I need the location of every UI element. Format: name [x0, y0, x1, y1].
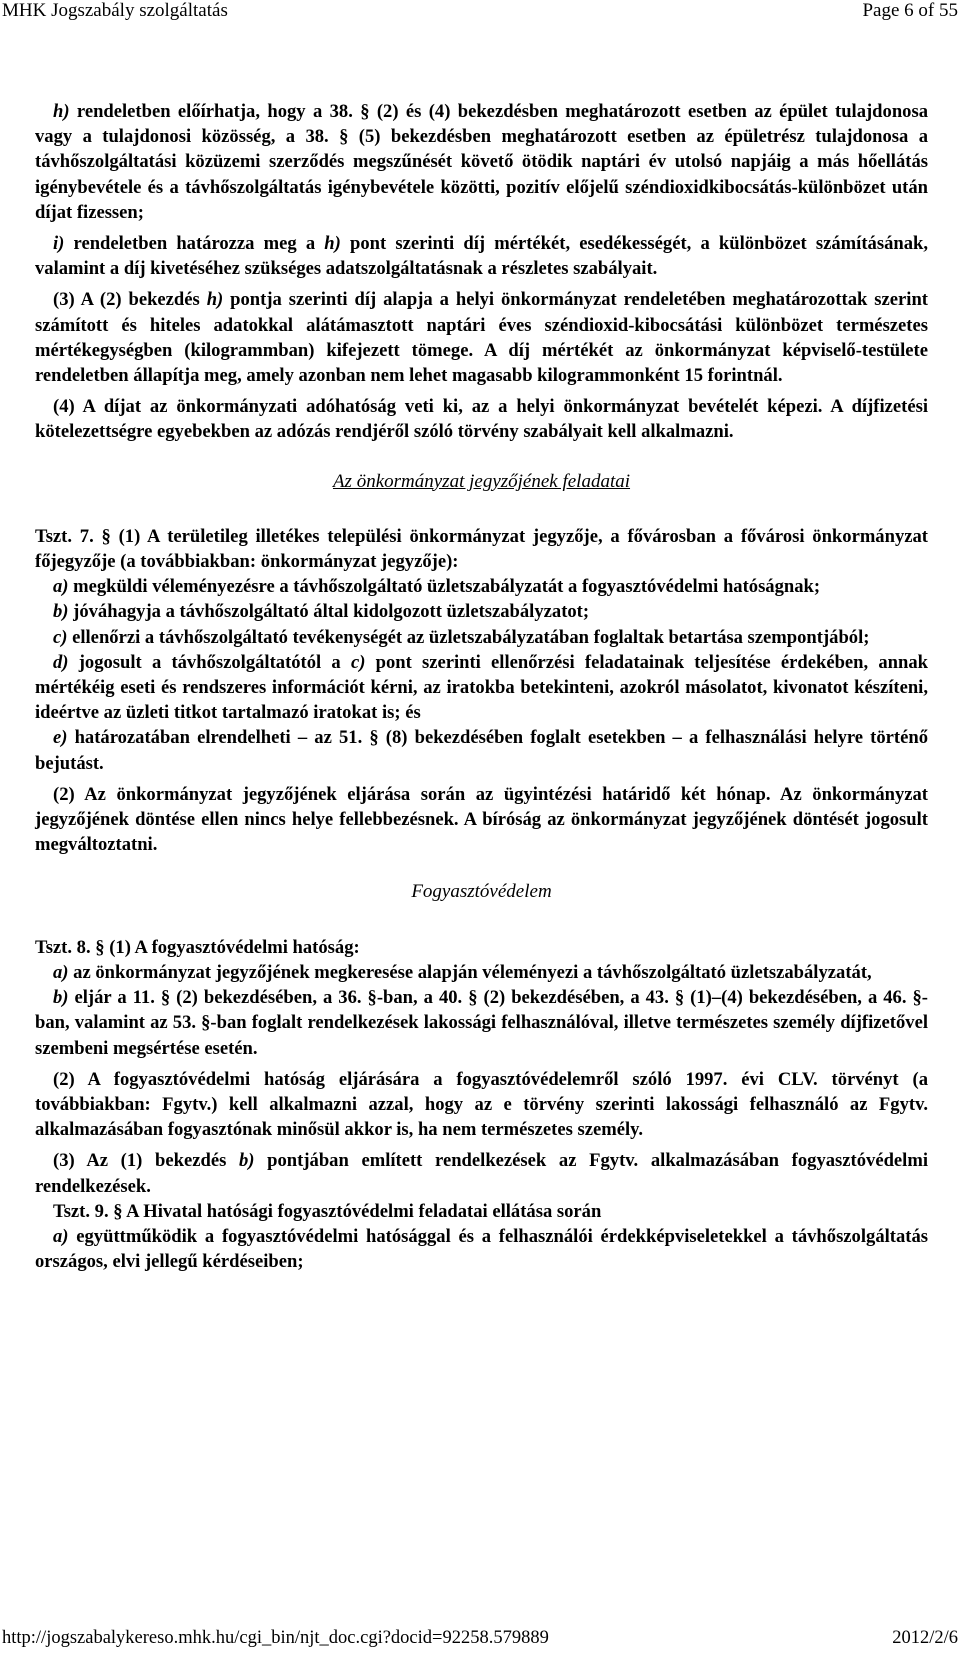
item-7b: [35, 599, 928, 624]
paragraph-text: pont szerinti ellenőrzési feladatainak teljesítése érdekében, annak mértékéig eseti és rendszeres információt kérni, az iratokba betekinteni, azokról másolatot, kivonatot készíteni, ideértve az üzleti titkot tartalmazó iratokat is; és: [35, 651, 928, 724]
paragraph-text: (3) A (2) bekezdés: [53, 289, 207, 311]
item-ref: h): [324, 233, 341, 255]
paragraph-text: jóváhagyja a távhőszolgáltató által kidolgozott üzletszabályzatot;: [68, 601, 590, 623]
item-label: e): [53, 727, 68, 749]
paragraph-text: (2) Az önkormányzat jegyzőjének eljárása során az ügyintézési határidő két hónap. Az önkormányzat jegyzőjének döntése ellen nincs helye fellebbezésnek. A bíróság az önkormányzat jegyzőjének döntését jogosult megváltoztatni.: [35, 783, 928, 856]
item-ref: h): [206, 289, 224, 311]
paragraph-text: rendeletben előírhatja, hogy a 38. § (2) és (4) bekezdésben meghatározott esetben az épület tulajdonosa vagy a tulajdonosi közösség, a 38. § (5) bekezdésben meghatározott esetben az épületrész tulajdonosa a távhőszolgáltatási közüzemi szerződés megszűnését követő ötödik naptári év utolsó napjáig a más hőellátás igénybevétele és a távhőszolgáltatás igénybevétele közötti, pozitív előjelű széndioxidkibocsátás-különbözet után díjat fizessen;: [35, 101, 928, 223]
page-header: [0, 0, 960, 30]
section-8: [35, 935, 928, 960]
page-number: Page 6 of 55: [862, 0, 958, 21]
item-label: c): [53, 626, 68, 648]
item-label: a): [53, 961, 69, 983]
paragraph-text: Tszt. 8. § (1) A fogyasztóvédelmi hatóság:: [35, 936, 360, 958]
item-label: a): [53, 1225, 69, 1247]
paragraph-text: az önkormányzat jegyzőjének megkeresése alapján véleményezi a távhőszolgáltató üzletszabályzatát,: [68, 961, 872, 983]
document-body: [35, 99, 928, 1274]
paragraph-text: rendeletben határozza meg a: [64, 233, 325, 255]
paragraph-text: pontjában említett rendelkezések az Fgytv. alkalmazásában fogyasztóvédelmi rendelkezések.: [35, 1150, 928, 1197]
paragraph-text: ellenőrzi a távhőszolgáltató tevékenységét az üzletszabályzatában foglaltak betartása szempontjából;: [67, 626, 870, 648]
paragraph-4: [35, 394, 928, 444]
item-label: d): [53, 651, 69, 673]
item-7e: [35, 725, 928, 775]
item-7c: [35, 625, 928, 650]
item-label: b): [53, 987, 69, 1009]
item-8a: [35, 960, 928, 985]
section-heading-jegyzo: Az önkormányzat jegyzőjének feladatai: [332, 470, 631, 492]
section-9: [35, 1199, 928, 1224]
page-footer: [0, 1628, 960, 1654]
item-label: i): [53, 233, 65, 255]
paragraph-h: [35, 99, 928, 225]
item-ref: c): [350, 651, 366, 673]
item-9a: [35, 1224, 928, 1274]
item-label: a): [53, 576, 69, 598]
item-7a: [35, 574, 928, 599]
section-8-3: [35, 1148, 928, 1198]
header-title: MHK Jogszabály szolgáltatás: [2, 0, 228, 21]
print-date: 2012/2/6: [892, 1628, 958, 1648]
paragraph-text: Tszt. 7. § (1) A területileg illetékes települési önkormányzat jegyzője, a fővárosban a fővárosi önkormányzat főjegyzője (a továbbiakban: önkormányzat jegyzője):: [35, 525, 928, 573]
paragraph-text: (4) A díjat az önkormányzati adóhatóság veti ki, az a helyi önkormányzat bevételét képezi. A díjfizetési kötelezettségre egyebekben az adózás rendjéről szóló törvény szabályait kell alkalmazni.: [35, 396, 928, 443]
item-7d: [35, 650, 928, 726]
section-7-2: [35, 782, 928, 858]
section-heading-fogyasztovedelem: Fogyasztóvédelem: [411, 881, 552, 903]
paragraph-3: [35, 287, 928, 388]
paragraph-text: jogosult a távhőszolgáltatótól a: [68, 651, 351, 673]
section-7: [35, 524, 928, 574]
item-label: h): [53, 101, 70, 122]
paragraph-text: Tszt. 9. § A Hivatal hatósági fogyasztóvédelmi feladatai ellátása során: [53, 1200, 602, 1222]
source-url[interactable]: http://jogszabalykereso.mhk.hu/cgi_bin/njt_doc.cgi?docid=92258.579889: [2, 1628, 549, 1648]
paragraph-text: pontja szerinti díj alapja a helyi önkormányzat rendeletében meghatározottak szerint számított és hiteles adatokkal alátámasztott naptári éves széndioxid-kibocsátási különbözet természetes mértékegységben (kilogrammban) kifejezett tömege. A díj mértékét az önkormányzat képviselő-testülete rendeletben állapítja meg, amely azonban nem lehet magasabb kilogrammonként 15 forintnál.: [35, 289, 928, 387]
paragraph-text: (3) Az (1) bekezdés: [53, 1150, 239, 1172]
paragraph-text: eljár a 11. § (2) bekezdésében, a 36. §-ban, a 40. § (2) bekezdésében, a 43. § (1)–(4) bekezdésében, a 46. §-ban, valamint az 53. §-ban foglalt rendelkezések lakossági felhasználóval, illetve természetes személy díjfizetővel szembeni megsértése esetén.: [35, 987, 928, 1059]
paragraph-text: pont szerinti díj mértékét, esedékességét, a különbözet számításának, valamint a díj kivetéséhez szükséges adatszolgáltatásnak a részletes szabályait.: [35, 233, 928, 280]
paragraph-text: határozatában elrendelheti – az 51. § (8) bekezdésében foglalt esetekben – a felhasználási helyre történő bejutást.: [35, 727, 928, 774]
item-8b: [35, 985, 928, 1061]
section-8-2: [35, 1067, 928, 1143]
paragraph-text: együttműködik a fogyasztóvédelmi hatósággal és a felhasználói érdekképviseletekkel a távhőszolgáltatás országos, elvi jellegű kérdéseiben;: [35, 1225, 928, 1273]
item-label: b): [53, 601, 69, 623]
paragraph-text: megküldi véleményezésre a távhőszolgáltató üzletszabályzatát a fogyasztóvédelmi hatóságnak;: [68, 576, 821, 598]
paragraph-i: [35, 231, 928, 281]
item-ref: b): [238, 1150, 255, 1172]
paragraph-text: (2) A fogyasztóvédelmi hatóság eljárására a fogyasztóvédelemről szóló 1997. évi CLV. törvényt (a továbbiakban: Fgytv.) kell alkalmazni azzal, hogy az e törvény szerinti lakossági felhasználó az Fgytv. alkalmazásában fogyasztónak minősül akkor is, ha nem természetes személy.: [35, 1068, 928, 1141]
